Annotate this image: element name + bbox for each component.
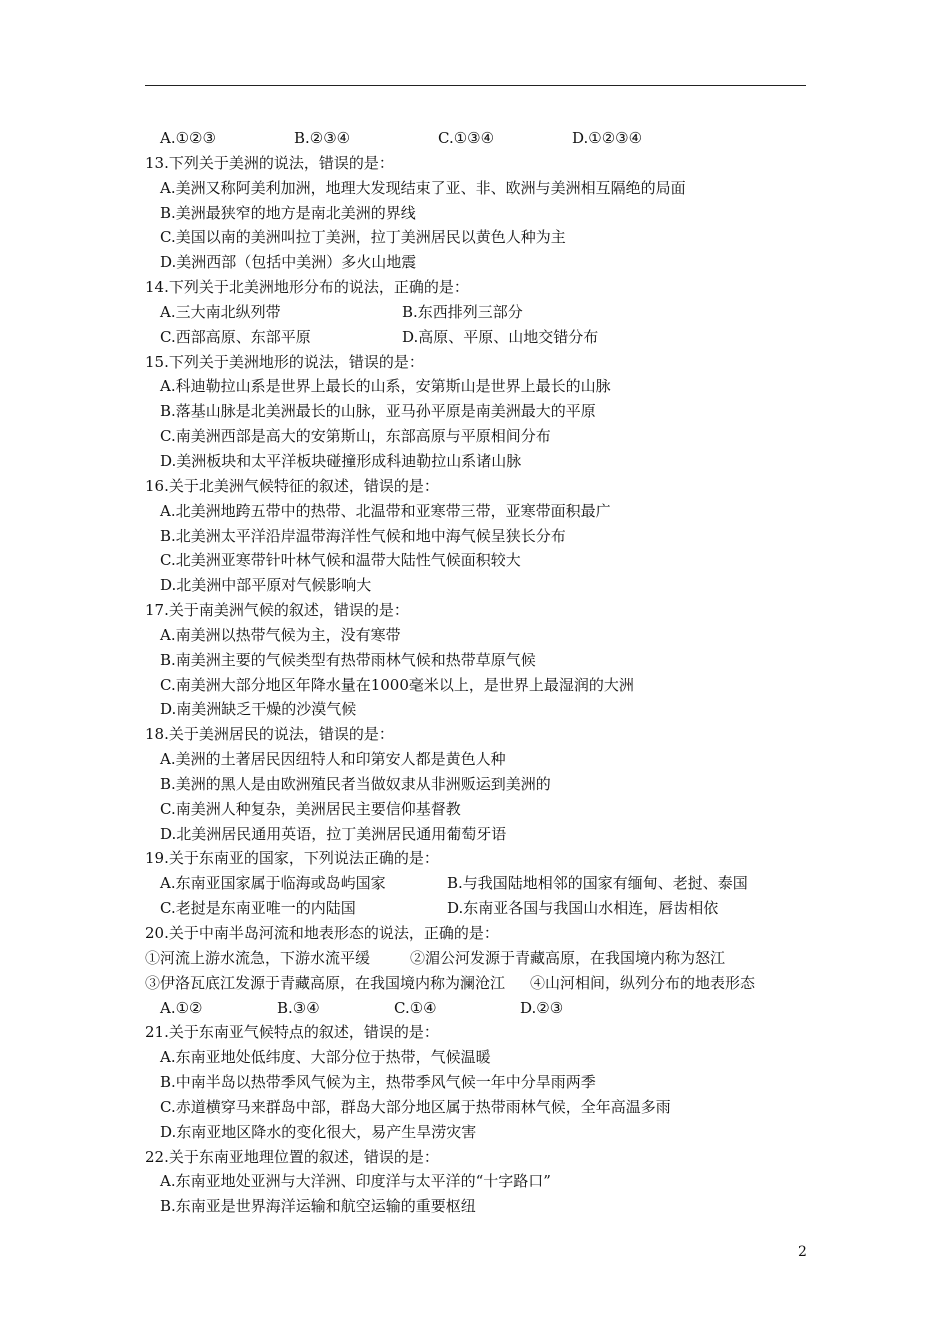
q20-item-3: ③伊洛瓦底江发源于青藏高原，在我国境内称为澜沧江 xyxy=(145,973,506,992)
q14-option-a: A.三大南北纵列带 xyxy=(160,302,281,321)
q13-option-b: B.美洲最狭窄的地方是南北美洲的界线 xyxy=(160,203,416,222)
q13-option-c: C.美国以南的美洲叫拉丁美洲，拉丁美洲居民以黄色人种为主 xyxy=(160,228,566,247)
q19-option-b: B.与我国陆地相邻的国家有缅甸、老挝、泰国 xyxy=(447,874,748,893)
question-13-stem: 13.下列关于美洲的说法，错误的是： xyxy=(145,153,394,172)
q18-option-a: A.美洲的土著居民因纽特人和印第安人都是黄色人种 xyxy=(160,750,506,769)
q16-option-d: D.北美洲中部平原对气候影响大 xyxy=(160,576,372,595)
q20-option-d: D.②③ xyxy=(520,998,564,1017)
q16-option-c: C.北美洲亚寒带针叶林气候和温带大陆性气候面积较大 xyxy=(160,551,521,570)
q20-option-a: A.①② xyxy=(160,998,203,1017)
question-body xyxy=(145,126,815,1219)
header-rule xyxy=(145,85,806,86)
option-d: D.①②③④ xyxy=(572,129,643,147)
question-19-stem: 19.关于东南亚的国家，下列说法正确的是： xyxy=(145,849,439,868)
question-20-stem: 20.关于中南半岛河流和地表形态的说法，正确的是： xyxy=(145,924,499,942)
q21-option-c: C.赤道横穿马来群岛中部，群岛大部分地区属于热带雨林气候，全年高温多雨 xyxy=(160,1097,671,1116)
q19-option-c: C.老挝是东南亚唯一的内陆国 xyxy=(160,899,356,918)
q20-item-1: ①河流上游水流急，下游水流平缓 xyxy=(145,948,371,967)
q22-option-a: A.东南亚地处亚洲与大洋洲、印度洋与太平洋的“十字路口” xyxy=(160,1172,551,1191)
q21-option-b: B.中南半岛以热带季风气候为主，热带季风气候一年中分旱雨两季 xyxy=(160,1073,596,1092)
q14-option-d: D.高原、平原、山地交错分布 xyxy=(402,327,599,346)
q20-items-row2 xyxy=(145,971,815,996)
question-17-stem: 17.关于南美洲气候的叙述，错误的是： xyxy=(145,601,409,620)
q17-option-b: B.南美洲主要的气候类型有热带雨林气候和热带草原气候 xyxy=(160,650,536,669)
q15-option-d: D.美洲板块和太平洋板块碰撞形成科迪勒拉山系诸山脉 xyxy=(160,451,522,470)
q16-option-a: A.北美洲地跨五带中的热带、北温带和亚寒带三带，亚寒带面积最广 xyxy=(160,501,611,520)
q19-options-row1 xyxy=(145,871,815,896)
q18-option-d: D.北美洲居民通用英语，拉丁美洲居民通用葡萄牙语 xyxy=(160,824,507,843)
q20-option-c: C.①④ xyxy=(394,998,437,1017)
q13-option-a: A.美洲又称阿美利加洲，地理大发现结束了亚、非、欧洲与美洲相互隔绝的局面 xyxy=(160,178,686,197)
q19-option-a: A.东南亚国家属于临海或岛屿国家 xyxy=(160,874,386,893)
q19-option-d: D.东南亚各国与我国山水相连，唇齿相依 xyxy=(447,899,719,918)
q17-option-d: D.南美洲缺乏干燥的沙漠气候 xyxy=(160,700,357,719)
q18-option-c: C.南美洲人种复杂，美洲居民主要信仰基督教 xyxy=(160,799,461,818)
q20-item-2: ②湄公河发源于青藏高原，在我国境内称为怒江 xyxy=(410,948,726,967)
q21-option-a: A.东南亚地处低纬度、大部分位于热带，气候温暖 xyxy=(160,1048,491,1067)
q20-option-b: B.③④ xyxy=(277,998,320,1017)
q18-option-b: B.美洲的黑人是由欧洲殖民者当做奴隶从非洲贩运到美洲的 xyxy=(160,774,551,793)
q16-option-b: B.北美洲太平洋沿岸温带海洋性气候和地中海气候呈狭长分布 xyxy=(160,526,566,545)
q19-options-row2 xyxy=(145,896,815,921)
question-18-stem: 18.关于美洲居民的说法，错误的是： xyxy=(145,725,394,744)
page-number: 2 xyxy=(798,1244,807,1260)
q17-option-c: C.南美洲大部分地区年降水量在1000毫米以上，是世界上最湿润的大洲 xyxy=(160,675,634,694)
question-14-stem: 14.下列关于北美洲地形分布的说法，正确的是： xyxy=(145,278,469,297)
q14-options-row2 xyxy=(145,325,815,350)
q20-items-row1 xyxy=(145,946,815,971)
question-22-stem: 22.关于东南亚地理位置的叙述，错误的是： xyxy=(145,1147,439,1166)
q12-options xyxy=(145,126,815,151)
q17-option-a: A.南美洲以热带气候为主，没有寒带 xyxy=(160,625,401,644)
q14-options-row1 xyxy=(145,300,815,325)
q14-option-b: B.东西排列三部分 xyxy=(402,302,523,321)
q21-option-d: D.东南亚地区降水的变化很大，易产生旱涝灾害 xyxy=(160,1122,477,1141)
question-21-stem: 21.关于东南亚气候特点的叙述，错误的是： xyxy=(145,1023,439,1042)
option-b: B.②③④ xyxy=(294,129,351,147)
question-15-stem: 15.下列关于美洲地形的说法，错误的是： xyxy=(145,352,424,371)
option-c: C.①③④ xyxy=(438,129,495,147)
q15-option-b: B.落基山脉是北美洲最长的山脉，亚马孙平原是南美洲最大的平原 xyxy=(160,402,596,421)
option-a: A.①②③ xyxy=(160,129,216,147)
q20-options xyxy=(145,996,815,1021)
question-16-stem: 16.关于北美洲气候特征的叙述，错误的是： xyxy=(145,476,439,495)
q13-option-d: D.美洲西部（包括中美洲）多火山地震 xyxy=(160,253,417,272)
q15-option-c: C.南美洲西部是高大的安第斯山，东部高原与平原相间分布 xyxy=(160,427,551,446)
q15-option-a: A.科迪勒拉山系是世界上最长的山系，安第斯山是世界上最长的山脉 xyxy=(160,377,611,396)
q14-option-c: C.西部高原、东部平原 xyxy=(160,327,311,346)
q20-item-4: ④山河相间，纵列分布的地表形态 xyxy=(530,973,756,992)
q22-option-b: B.东南亚是世界海洋运输和航空运输的重要枢纽 xyxy=(160,1197,476,1216)
